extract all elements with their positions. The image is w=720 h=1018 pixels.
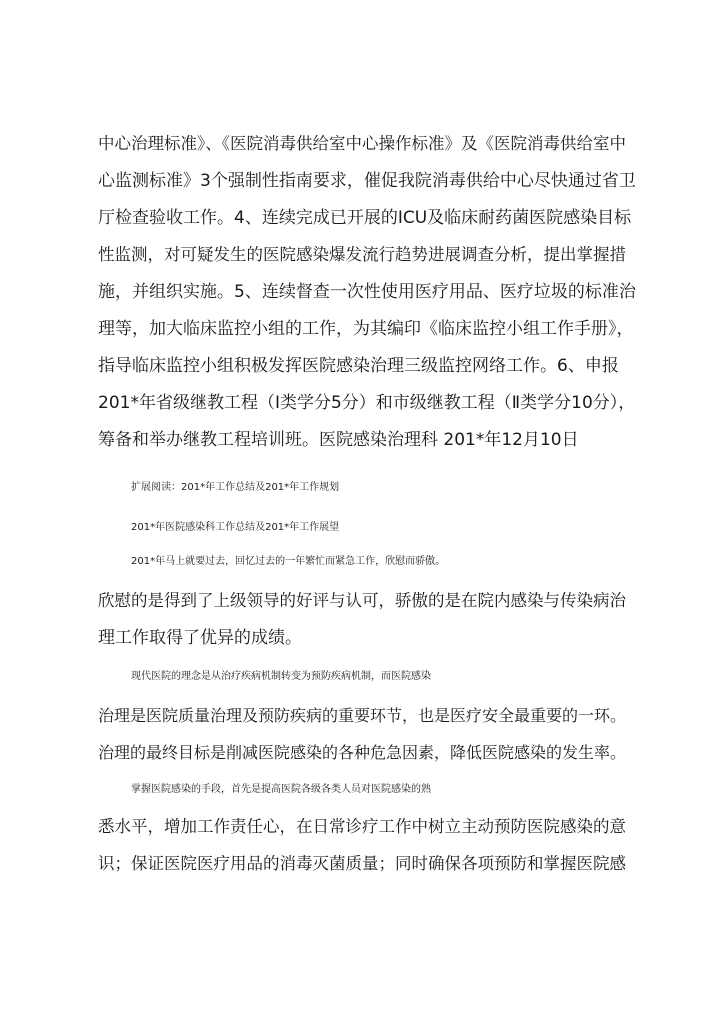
text-line: 识；保证医院医疗用品的消毒灭菌质量；同时确保各项预防和掌握医院感 — [98, 854, 626, 873]
text-line: 指导临床监控小组积极发挥医院感染治理三级监控网络工作。6、申报 — [98, 356, 619, 376]
text-line: 201*年马上就要过去，回忆过去的一年繁忙而紧急工作，欣慰而骄傲。 — [131, 556, 446, 567]
text-line: 筹备和举办继教工程培训班。医院感染治理科 201*年12月10日 — [98, 430, 579, 450]
extended-reading-heading: 扩展阅读：201*年工作总结及201*年工作规划 — [131, 482, 340, 493]
text-line: 性监测，对可疑发生的医院感染爆发流行趋势进展调查分析，提出掌握措 — [98, 245, 626, 264]
text-line: 施，并组织实施。5、连续督查一次性使用医疗用品、医疗垃圾的标准治 — [98, 282, 636, 302]
text-line: 理工作取得了优异的成绩。 — [98, 628, 302, 648]
text-line: 治理是医院质量治理及预防疾病的重要环节，也是医疗安全最重要的一环。 — [98, 706, 627, 725]
text-line: 心监测标准》3个强制性指南要求，催促我院消毒供给中心尽快通过省卫 — [98, 171, 636, 191]
section-title: 201*年医院感染科工作总结及201*年工作展望 — [131, 522, 340, 533]
text-line: 欣慰的是得到了上级领导的好评与认可，骄傲的是在院内感染与传染病治 — [98, 591, 626, 610]
text-line: 治理的最终目标是削减医院感染的各种危急因素，降低医院感染的发生率。 — [98, 743, 627, 762]
text-line: 201*年省级继教工程（Ⅰ类学分5分）和市级继教工程（Ⅱ类学分10分）， — [98, 393, 636, 413]
text-line: 中心治理标准》、《医院消毒供给室中心操作标准》及《医院消毒供给室中 — [98, 134, 626, 153]
text-line: 理等，加大临床监控小组的工作，为其编印《临床监控小组工作手册》， — [98, 319, 634, 339]
text-line: 悉水平，增加工作责任心，在日常诊疗工作中树立主动预防医院感染的意 — [98, 817, 626, 836]
text-line: 现代医院的理念是从治疗疾病机制转变为预防疾病机制，而医院感染 — [131, 671, 431, 682]
text-line: 掌握医院感染的手段，首先是提高医院各级各类人员对医院感染的熟 — [131, 784, 431, 795]
text-line: 厅检查验收工作。4、连续完成已开展的ICU及临床耐药菌医院感染目标 — [98, 208, 632, 228]
